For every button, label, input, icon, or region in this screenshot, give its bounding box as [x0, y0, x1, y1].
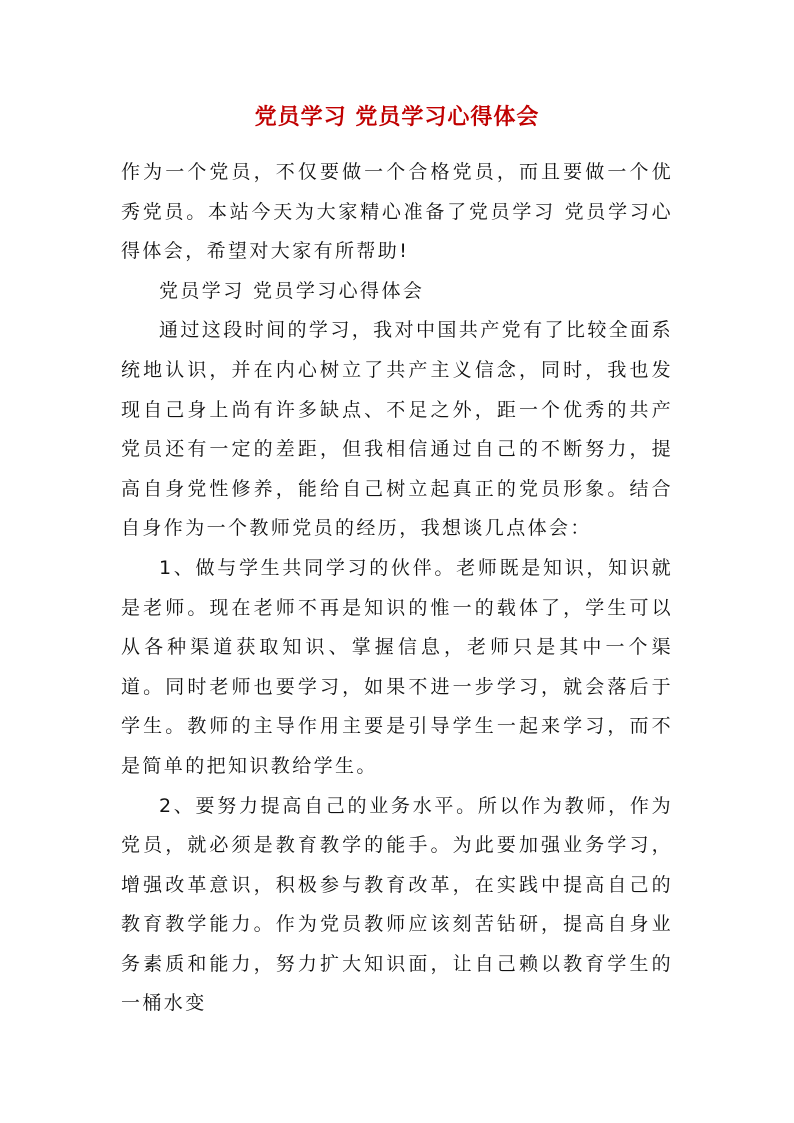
- document-body: [121, 153, 673, 1024]
- body-paragraph-3: 2、要努力提高自己的业务水平。所以作为教师，作为党员，就必须是教育教学的能手。为此要加强业务学习，增强改革意识，积极参与教育改革，在实践中提高自己的教育教学能力。作为党员教师应该刻苦钻研，提高自身业务素质和能力，努力扩大知识面，让自己赖以教育学生的一桶水变: [121, 794, 673, 1015]
- body-paragraph-1: 通过这段时间的学习，我对中国共产党有了比较全面系统地认识，并在内心树立了共产主义信念，同时，我也发现自己身上尚有许多缺点、不足之外，距一个优秀的共产党员还有一定的差距，但我相信通过自己的不断努力，提高自身党性修养，能给自己树立起真正的党员形象。结合自身作为一个教师党员的经历，我想谈几点体会：: [121, 319, 673, 540]
- section-heading: 党员学习 党员学习心得体会: [159, 279, 425, 302]
- document-title: 党员学习 党员学习心得体会: [254, 104, 540, 130]
- body-paragraph-2: 1、做与学生共同学习的伙伴。老师既是知识，知识就是老师。现在老师不再是知识的惟一的载体了，学生可以从各种渠道获取知识、掌握信息，老师只是其中一个渠道。同时老师也要学习，如果不进一步学习，就会落后于学生。教师的主导作用主要是引导学生一起来学习，而不是简单的把知识教给学生。: [121, 556, 673, 777]
- intro-paragraph: 作为一个党员，不仅要做一个合格党员，而且要做一个优秀党员。本站今天为大家精心准备了党员学习 党员学习心得体会，希望对大家有所帮助!: [121, 161, 673, 263]
